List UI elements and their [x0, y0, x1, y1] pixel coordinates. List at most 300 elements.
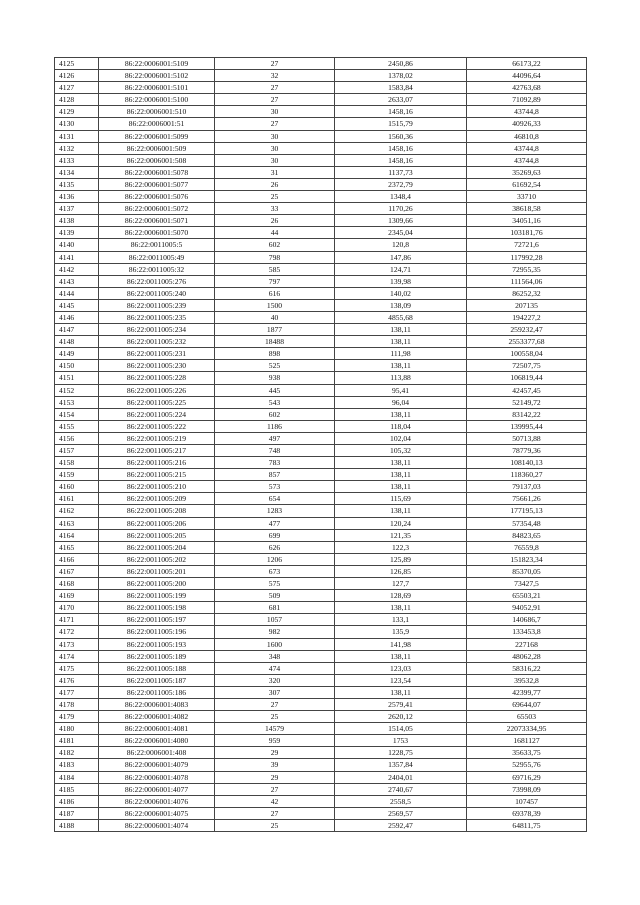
- cadastral-value-cell: 72507,75: [467, 360, 587, 372]
- row-number-cell: 4175: [55, 662, 99, 674]
- area-cell: 40: [215, 311, 335, 323]
- row-number-cell: 4148: [55, 336, 99, 348]
- row-number-cell: 4159: [55, 469, 99, 481]
- table-row: [55, 747, 587, 759]
- cadastral-value-cell: 65503,21: [467, 590, 587, 602]
- specific-value-cell: 124,71: [335, 263, 467, 275]
- cadastral-value-cell: 73998,09: [467, 783, 587, 795]
- specific-value-cell: 135,9: [335, 626, 467, 638]
- specific-value-cell: 118,04: [335, 420, 467, 432]
- row-number-cell: 4156: [55, 432, 99, 444]
- area-cell: 509: [215, 590, 335, 602]
- cadastral-value-cell: 83142,22: [467, 408, 587, 420]
- row-number-cell: 4151: [55, 372, 99, 384]
- cadastral-number-cell: 86:22:0011005:210: [99, 481, 215, 493]
- table-row: [55, 263, 587, 275]
- area-cell: 681: [215, 602, 335, 614]
- specific-value-cell: 126,85: [335, 565, 467, 577]
- table-row: [55, 275, 587, 287]
- cadastral-value-cell: 107457: [467, 795, 587, 807]
- cadastral-number-cell: 86:22:0006001:4074: [99, 819, 215, 831]
- area-cell: 42: [215, 795, 335, 807]
- area-cell: 573: [215, 481, 335, 493]
- table-row: [55, 711, 587, 723]
- cadastral-value-cell: 42399,77: [467, 686, 587, 698]
- cadastral-number-cell: 86:22:0011005:219: [99, 432, 215, 444]
- cadastral-number-cell: 86:22:0006001:5102: [99, 70, 215, 82]
- cadastral-value-cell: 2553377,68: [467, 336, 587, 348]
- specific-value-cell: 1357,84: [335, 759, 467, 771]
- table-row: [55, 311, 587, 323]
- row-number-cell: 4188: [55, 819, 99, 831]
- specific-value-cell: 2579,41: [335, 698, 467, 710]
- area-cell: 44: [215, 227, 335, 239]
- cadastral-value-cell: 86252,32: [467, 287, 587, 299]
- cadastral-number-cell: 86:22:0006001:4075: [99, 807, 215, 819]
- specific-value-cell: 120,8: [335, 239, 467, 251]
- row-number-cell: 4150: [55, 360, 99, 372]
- table-row: [55, 384, 587, 396]
- row-number-cell: 4164: [55, 529, 99, 541]
- cadastral-value-cell: 44096,64: [467, 70, 587, 82]
- area-cell: 797: [215, 275, 335, 287]
- specific-value-cell: 1458,16: [335, 142, 467, 154]
- cadastral-number-cell: 86:22:0011005:206: [99, 517, 215, 529]
- cadastral-number-cell: 86:22:0011005:209: [99, 493, 215, 505]
- cadastral-value-cell: 139995,44: [467, 420, 587, 432]
- cadastral-value-cell: 43744,8: [467, 154, 587, 166]
- row-number-cell: 4180: [55, 723, 99, 735]
- cadastral-value-cell: 52149,72: [467, 396, 587, 408]
- table-row: [55, 58, 587, 70]
- area-cell: 783: [215, 457, 335, 469]
- row-number-cell: 4173: [55, 638, 99, 650]
- cadastral-number-cell: 86:22:0006001:5076: [99, 191, 215, 203]
- cadastral-number-cell: 86:22:0011005:240: [99, 287, 215, 299]
- cadastral-value-cell: 151823,34: [467, 553, 587, 565]
- specific-value-cell: 138,11: [335, 686, 467, 698]
- area-cell: 497: [215, 432, 335, 444]
- row-number-cell: 4171: [55, 614, 99, 626]
- specific-value-cell: 138,11: [335, 505, 467, 517]
- row-number-cell: 4182: [55, 747, 99, 759]
- table-row: [55, 723, 587, 735]
- specific-value-cell: 138,11: [335, 602, 467, 614]
- row-number-cell: 4134: [55, 166, 99, 178]
- row-number-cell: 4169: [55, 590, 99, 602]
- table-row: [55, 227, 587, 239]
- cadastral-value-cell: 177195,13: [467, 505, 587, 517]
- table-row: [55, 94, 587, 106]
- row-number-cell: 4176: [55, 674, 99, 686]
- cadastral-value-cell: 69644,07: [467, 698, 587, 710]
- row-number-cell: 4135: [55, 178, 99, 190]
- specific-value-cell: 2620,12: [335, 711, 467, 723]
- area-cell: 31: [215, 166, 335, 178]
- table-row: [55, 759, 587, 771]
- area-cell: 673: [215, 565, 335, 577]
- area-cell: 477: [215, 517, 335, 529]
- cadastral-value-cell: 111564,06: [467, 275, 587, 287]
- cadastral-number-cell: 86:22:0011005:198: [99, 602, 215, 614]
- cadastral-number-cell: 86:22:0006001:5070: [99, 227, 215, 239]
- row-number-cell: 4181: [55, 735, 99, 747]
- area-cell: 1877: [215, 324, 335, 336]
- cadastral-value-cell: 259232,47: [467, 324, 587, 336]
- table-row: [55, 408, 587, 420]
- cadastral-value-cell: 43744,8: [467, 142, 587, 154]
- cadastral-value-cell: 194227,2: [467, 311, 587, 323]
- specific-value-cell: 1458,16: [335, 106, 467, 118]
- specific-value-cell: 123,03: [335, 662, 467, 674]
- area-cell: 29: [215, 771, 335, 783]
- table-row: [55, 396, 587, 408]
- area-cell: 602: [215, 408, 335, 420]
- table-row: [55, 457, 587, 469]
- row-number-cell: 4167: [55, 565, 99, 577]
- cadastral-value-cell: 85370,05: [467, 565, 587, 577]
- area-cell: 32: [215, 70, 335, 82]
- cadastral-number-cell: 86:22:0006001:510: [99, 106, 215, 118]
- area-cell: 25: [215, 711, 335, 723]
- cadastral-value-cell: 78779,36: [467, 445, 587, 457]
- cadastral-value-cell: 79137,03: [467, 481, 587, 493]
- specific-value-cell: 1309,66: [335, 215, 467, 227]
- table-row: [55, 553, 587, 565]
- specific-value-cell: 139,98: [335, 275, 467, 287]
- cadastral-number-cell: 86:22:0006001:5078: [99, 166, 215, 178]
- cadastral-number-cell: 86:22:0011005:234: [99, 324, 215, 336]
- area-cell: 307: [215, 686, 335, 698]
- specific-value-cell: 120,24: [335, 517, 467, 529]
- specific-value-cell: 1170,26: [335, 203, 467, 215]
- area-cell: 654: [215, 493, 335, 505]
- area-cell: 1057: [215, 614, 335, 626]
- cadastral-number-cell: 86:22:0011005:197: [99, 614, 215, 626]
- table-row: [55, 771, 587, 783]
- cadastral-number-cell: 86:22:0006001:5101: [99, 82, 215, 94]
- table-row: [55, 420, 587, 432]
- cadastral-number-cell: 86:22:0006001:5100: [99, 94, 215, 106]
- cadastral-number-cell: 86:22:0011005:225: [99, 396, 215, 408]
- cadastral-number-cell: 86:22:0011005:186: [99, 686, 215, 698]
- area-cell: 27: [215, 58, 335, 70]
- cadastral-number-cell: 86:22:0006001:51: [99, 118, 215, 130]
- row-number-cell: 4162: [55, 505, 99, 517]
- area-cell: 39: [215, 759, 335, 771]
- row-number-cell: 4142: [55, 263, 99, 275]
- cadastral-number-cell: 86:22:0011005:215: [99, 469, 215, 481]
- specific-value-cell: 105,32: [335, 445, 467, 457]
- area-cell: 30: [215, 154, 335, 166]
- cadastral-value-cell: 42763,68: [467, 82, 587, 94]
- table-row: [55, 493, 587, 505]
- table-row: [55, 626, 587, 638]
- cadastral-value-cell: 207135: [467, 299, 587, 311]
- table-row: [55, 287, 587, 299]
- specific-value-cell: 125,89: [335, 553, 467, 565]
- specific-value-cell: 1378,02: [335, 70, 467, 82]
- specific-value-cell: 138,11: [335, 408, 467, 420]
- row-number-cell: 4126: [55, 70, 99, 82]
- specific-value-cell: 115,69: [335, 493, 467, 505]
- row-number-cell: 4168: [55, 578, 99, 590]
- table-row: [55, 795, 587, 807]
- row-number-cell: 4170: [55, 602, 99, 614]
- cadastral-number-cell: 86:22:0006001:4082: [99, 711, 215, 723]
- specific-value-cell: 138,11: [335, 360, 467, 372]
- cadastral-number-cell: 86:22:0011005:5: [99, 239, 215, 251]
- area-cell: 525: [215, 360, 335, 372]
- cadastral-number-cell: 86:22:0006001:4079: [99, 759, 215, 771]
- cadastral-value-cell: 43744,8: [467, 106, 587, 118]
- cadastral-value-cell: 46810,8: [467, 130, 587, 142]
- area-cell: 959: [215, 735, 335, 747]
- table-row: [55, 481, 587, 493]
- area-cell: 320: [215, 674, 335, 686]
- area-cell: 348: [215, 650, 335, 662]
- specific-value-cell: 1583,84: [335, 82, 467, 94]
- cadastral-number-cell: 86:22:0006001:508: [99, 154, 215, 166]
- cadastral-value-cell: 57354,48: [467, 517, 587, 529]
- area-cell: 14579: [215, 723, 335, 735]
- cadastral-number-cell: 86:22:0006001:4076: [99, 795, 215, 807]
- row-number-cell: 4138: [55, 215, 99, 227]
- area-cell: 1500: [215, 299, 335, 311]
- table-row: [55, 118, 587, 130]
- table-row: [55, 602, 587, 614]
- cadastral-number-cell: 86:22:0011005:205: [99, 529, 215, 541]
- cadastral-number-cell: 86:22:0006001:4077: [99, 783, 215, 795]
- cadastral-value-cell: 50713,88: [467, 432, 587, 444]
- table-row: [55, 360, 587, 372]
- cadastral-number-cell: 86:22:0011005:235: [99, 311, 215, 323]
- specific-value-cell: 2450,86: [335, 58, 467, 70]
- row-number-cell: 4160: [55, 481, 99, 493]
- row-number-cell: 4127: [55, 82, 99, 94]
- cadastral-value-cell: 38618,58: [467, 203, 587, 215]
- cadastral-value-cell: 33710: [467, 191, 587, 203]
- row-number-cell: 4184: [55, 771, 99, 783]
- cadastral-number-cell: 86:22:0011005:189: [99, 650, 215, 662]
- table-row: [55, 578, 587, 590]
- area-cell: 938: [215, 372, 335, 384]
- cadastral-value-cell: 34051,16: [467, 215, 587, 227]
- table-row: [55, 529, 587, 541]
- row-number-cell: 4129: [55, 106, 99, 118]
- table-row: [55, 203, 587, 215]
- area-cell: 543: [215, 396, 335, 408]
- cadastral-value-cell: 69378,39: [467, 807, 587, 819]
- area-cell: 585: [215, 263, 335, 275]
- table-row: [55, 154, 587, 166]
- specific-value-cell: 1515,79: [335, 118, 467, 130]
- row-number-cell: 4143: [55, 275, 99, 287]
- table-row: [55, 662, 587, 674]
- specific-value-cell: 121,35: [335, 529, 467, 541]
- specific-value-cell: 2404,01: [335, 771, 467, 783]
- area-cell: 27: [215, 783, 335, 795]
- area-cell: 616: [215, 287, 335, 299]
- row-number-cell: 4144: [55, 287, 99, 299]
- area-cell: 27: [215, 698, 335, 710]
- table-row: [55, 445, 587, 457]
- cadastral-value-cell: 75661,26: [467, 493, 587, 505]
- area-cell: 857: [215, 469, 335, 481]
- row-number-cell: 4125: [55, 58, 99, 70]
- table-row: [55, 614, 587, 626]
- cadastral-value-cell: 65503: [467, 711, 587, 723]
- specific-value-cell: 113,88: [335, 372, 467, 384]
- specific-value-cell: 1228,75: [335, 747, 467, 759]
- specific-value-cell: 122,3: [335, 541, 467, 553]
- specific-value-cell: 140,02: [335, 287, 467, 299]
- cadastral-value-cell: 48062,28: [467, 650, 587, 662]
- area-cell: 27: [215, 82, 335, 94]
- cadastral-value-cell: 42457,45: [467, 384, 587, 396]
- specific-value-cell: 95,41: [335, 384, 467, 396]
- area-cell: 626: [215, 541, 335, 553]
- row-number-cell: 4187: [55, 807, 99, 819]
- area-cell: 26: [215, 215, 335, 227]
- cadastral-value-cell: 64811,75: [467, 819, 587, 831]
- cadastral-number-cell: 86:22:0006001:4078: [99, 771, 215, 783]
- area-cell: 748: [215, 445, 335, 457]
- table-row: [55, 686, 587, 698]
- table-row: [55, 590, 587, 602]
- area-cell: 30: [215, 130, 335, 142]
- area-cell: 1206: [215, 553, 335, 565]
- area-cell: 30: [215, 142, 335, 154]
- row-number-cell: 4178: [55, 698, 99, 710]
- table-row: [55, 348, 587, 360]
- row-number-cell: 4186: [55, 795, 99, 807]
- table-row: [55, 432, 587, 444]
- area-cell: 898: [215, 348, 335, 360]
- row-number-cell: 4158: [55, 457, 99, 469]
- table-row: [55, 142, 587, 154]
- cadastral-number-cell: 86:22:0011005:230: [99, 360, 215, 372]
- cadastral-number-cell: 86:22:0011005:239: [99, 299, 215, 311]
- row-number-cell: 4133: [55, 154, 99, 166]
- row-number-cell: 4155: [55, 420, 99, 432]
- row-number-cell: 4128: [55, 94, 99, 106]
- specific-value-cell: 138,11: [335, 481, 467, 493]
- cadastral-number-cell: 86:22:0011005:187: [99, 674, 215, 686]
- cadastral-number-cell: 86:22:0011005:224: [99, 408, 215, 420]
- row-number-cell: 4139: [55, 227, 99, 239]
- cadastral-value-cell: 133453,8: [467, 626, 587, 638]
- row-number-cell: 4149: [55, 348, 99, 360]
- table-row: [55, 735, 587, 747]
- table-row: [55, 106, 587, 118]
- table-row: [55, 178, 587, 190]
- row-number-cell: 4163: [55, 517, 99, 529]
- specific-value-cell: 1514,05: [335, 723, 467, 735]
- cadastral-value-cell: 40926,33: [467, 118, 587, 130]
- cadastral-number-cell: 86:22:0006001:509: [99, 142, 215, 154]
- cadastral-value-cell: 22073334,95: [467, 723, 587, 735]
- cadastral-value-cell: 71092,89: [467, 94, 587, 106]
- cadastral-value-cell: 1681127: [467, 735, 587, 747]
- cadastral-value-table: [54, 57, 587, 832]
- cadastral-number-cell: 86:22:0011005:188: [99, 662, 215, 674]
- area-cell: 575: [215, 578, 335, 590]
- cadastral-value-cell: 69716,29: [467, 771, 587, 783]
- table-row: [55, 650, 587, 662]
- cadastral-number-cell: 86:22:0011005:208: [99, 505, 215, 517]
- area-cell: 602: [215, 239, 335, 251]
- cadastral-number-cell: 86:22:0011005:204: [99, 541, 215, 553]
- area-cell: 26: [215, 178, 335, 190]
- table-row: [55, 166, 587, 178]
- specific-value-cell: 138,09: [335, 299, 467, 311]
- area-cell: 1186: [215, 420, 335, 432]
- table-row: [55, 638, 587, 650]
- specific-value-cell: 2633,07: [335, 94, 467, 106]
- specific-value-cell: 111,98: [335, 348, 467, 360]
- cadastral-value-cell: 227168: [467, 638, 587, 650]
- cadastral-number-cell: 86:22:0011005:276: [99, 275, 215, 287]
- row-number-cell: 4145: [55, 299, 99, 311]
- cadastral-number-cell: 86:22:0011005:226: [99, 384, 215, 396]
- cadastral-value-cell: 39532,8: [467, 674, 587, 686]
- cadastral-number-cell: 86:22:0006001:5071: [99, 215, 215, 227]
- specific-value-cell: 2345,04: [335, 227, 467, 239]
- table-row: [55, 698, 587, 710]
- specific-value-cell: 4855,68: [335, 311, 467, 323]
- cadastral-number-cell: 86:22:0006001:4081: [99, 723, 215, 735]
- cadastral-number-cell: 86:22:0011005:231: [99, 348, 215, 360]
- specific-value-cell: 127,7: [335, 578, 467, 590]
- cadastral-number-cell: 86:22:0011005:196: [99, 626, 215, 638]
- table-row: [55, 191, 587, 203]
- cadastral-number-cell: 86:22:0006001:5099: [99, 130, 215, 142]
- row-number-cell: 4132: [55, 142, 99, 154]
- specific-value-cell: 147,86: [335, 251, 467, 263]
- row-number-cell: 4136: [55, 191, 99, 203]
- cadastral-number-cell: 86:22:0011005:202: [99, 553, 215, 565]
- row-number-cell: 4154: [55, 408, 99, 420]
- area-cell: 29: [215, 747, 335, 759]
- cadastral-number-cell: 86:22:0006001:5072: [99, 203, 215, 215]
- area-cell: 30: [215, 106, 335, 118]
- row-number-cell: 4131: [55, 130, 99, 142]
- row-number-cell: 4152: [55, 384, 99, 396]
- area-cell: 1283: [215, 505, 335, 517]
- specific-value-cell: 2592,47: [335, 819, 467, 831]
- cadastral-value-cell: 108140,13: [467, 457, 587, 469]
- row-number-cell: 4146: [55, 311, 99, 323]
- cadastral-number-cell: 86:22:0006001:408: [99, 747, 215, 759]
- cadastral-value-cell: 76559,8: [467, 541, 587, 553]
- specific-value-cell: 1348,4: [335, 191, 467, 203]
- area-cell: 1600: [215, 638, 335, 650]
- specific-value-cell: 2558,5: [335, 795, 467, 807]
- cadastral-value-cell: 106819,44: [467, 372, 587, 384]
- specific-value-cell: 1137,73: [335, 166, 467, 178]
- table-row: [55, 674, 587, 686]
- row-number-cell: 4185: [55, 783, 99, 795]
- specific-value-cell: 1560,36: [335, 130, 467, 142]
- table-row: [55, 517, 587, 529]
- specific-value-cell: 102,04: [335, 432, 467, 444]
- cadastral-value-cell: 58316,22: [467, 662, 587, 674]
- row-number-cell: 4165: [55, 541, 99, 553]
- area-cell: 27: [215, 807, 335, 819]
- table-row: [55, 215, 587, 227]
- row-number-cell: 4137: [55, 203, 99, 215]
